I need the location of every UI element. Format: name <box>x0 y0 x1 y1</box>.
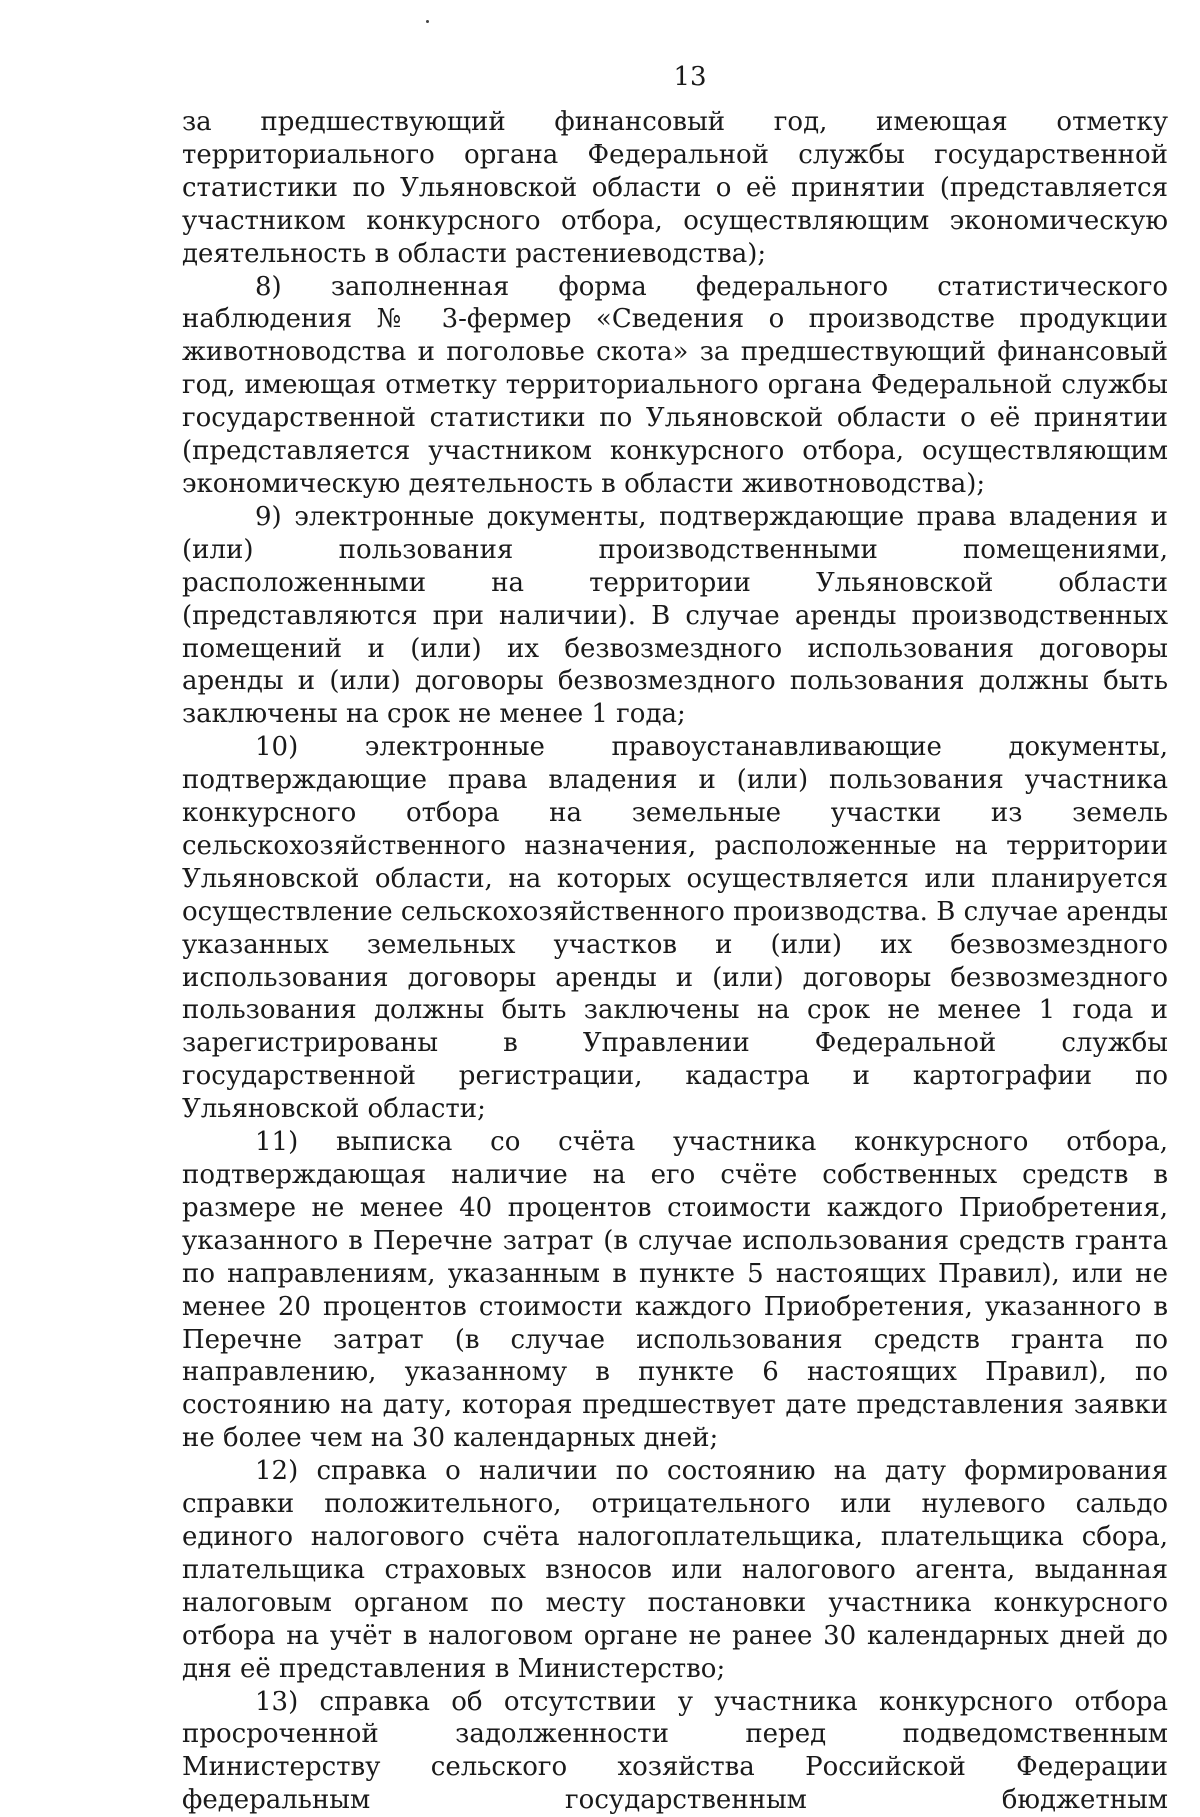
page-number: 13 <box>0 62 1200 92</box>
document-body <box>182 106 1168 1817</box>
paragraph-continuation: за предшествующий финансовый год, имеющая отметку территориального органа Федеральной службы государственной статистики по Ульяновской области о её принятии (представляется участником конкурсного отбора, осуществляющим экономическую деятельность в области растениеводства); <box>182 106 1168 271</box>
list-item-11: 11) выписка со счёта участника конкурсного отбора, подтверждающая наличие на его счёте собственных средств в размере не менее 40 процентов стоимости каждого Приобретения, указанного в Перечне затрат (в случае использования средств гранта по направлениям, указанным в пункте 5 настоящих Правил), или не менее 20 процентов стоимости каждого Приобретения, указанного в Перечне затрат (в случае использования средств гранта по направлению, указанному в пункте 6 настоящих Правил), по состоянию на дату, которая предшествует дате представления заявки не более чем на 30 календарных дней; <box>182 1126 1168 1455</box>
list-item-9: 9) электронные документы, подтверждающие права владения и (или) пользования производственными помещениями, расположенными на территории Ульяновской области (представляются при наличии). В случае аренды производственных помещений и (или) их безвозмездного использования договоры аренды и (или) договоры безвозмездного пользования должны быть заключены на срок не менее 1 года; <box>182 501 1168 731</box>
list-item-10: 10) электронные правоустанавливающие документы, подтверждающие права владения и (или) пользования участника конкурсного отбора на земельные участки из земель сельскохозяйственного назначения, расположенные на территории Ульяновской области, на которых осуществляется или планируется осуществление сельскохозяйственного производства. В случае аренды указанных земельных участков и (или) их безвозмездного использования договоры аренды и (или) договоры безвозмездного пользования должны быть заключены на срок не менее 1 года и зарегистрированы в Управлении Федеральной службы государственной регистрации, кадастра и картографии по Ульяновской области; <box>182 731 1168 1126</box>
list-item-8: 8) заполненная форма федерального статистического наблюдения № 3-фермер «Сведения о производстве продукции животноводства и поголовье скота» за предшествующий финансовый год, имеющая отметку территориального органа Федеральной службы государственной статистики по Ульяновской области о её принятии (представляется участником конкурсного отбора, осуществляющим экономическую деятельность в области животноводства); <box>182 271 1168 501</box>
list-item-12: 12) справка о наличии по состоянию на дату формирования справки положительного, отрицательного или нулевого сальдо единого налогового счёта налогоплательщика, плательщика сбора, плательщика страховых взносов или налогового агента, выданная налоговым органом по месту постановки участника конкурсного отбора на учёт в налоговом органе не ранее 30 календарных дней до дня её представления в Министерство; <box>182 1455 1168 1685</box>
list-item-13: 13) справка об отсутствии у участника конкурсного отбора просроченной задолженности перед подведомственным Министерству сельского хозяйства Российской Федерации федеральным государственным бюджетным <box>182 1686 1168 1817</box>
scan-dot-mark <box>426 20 429 23</box>
